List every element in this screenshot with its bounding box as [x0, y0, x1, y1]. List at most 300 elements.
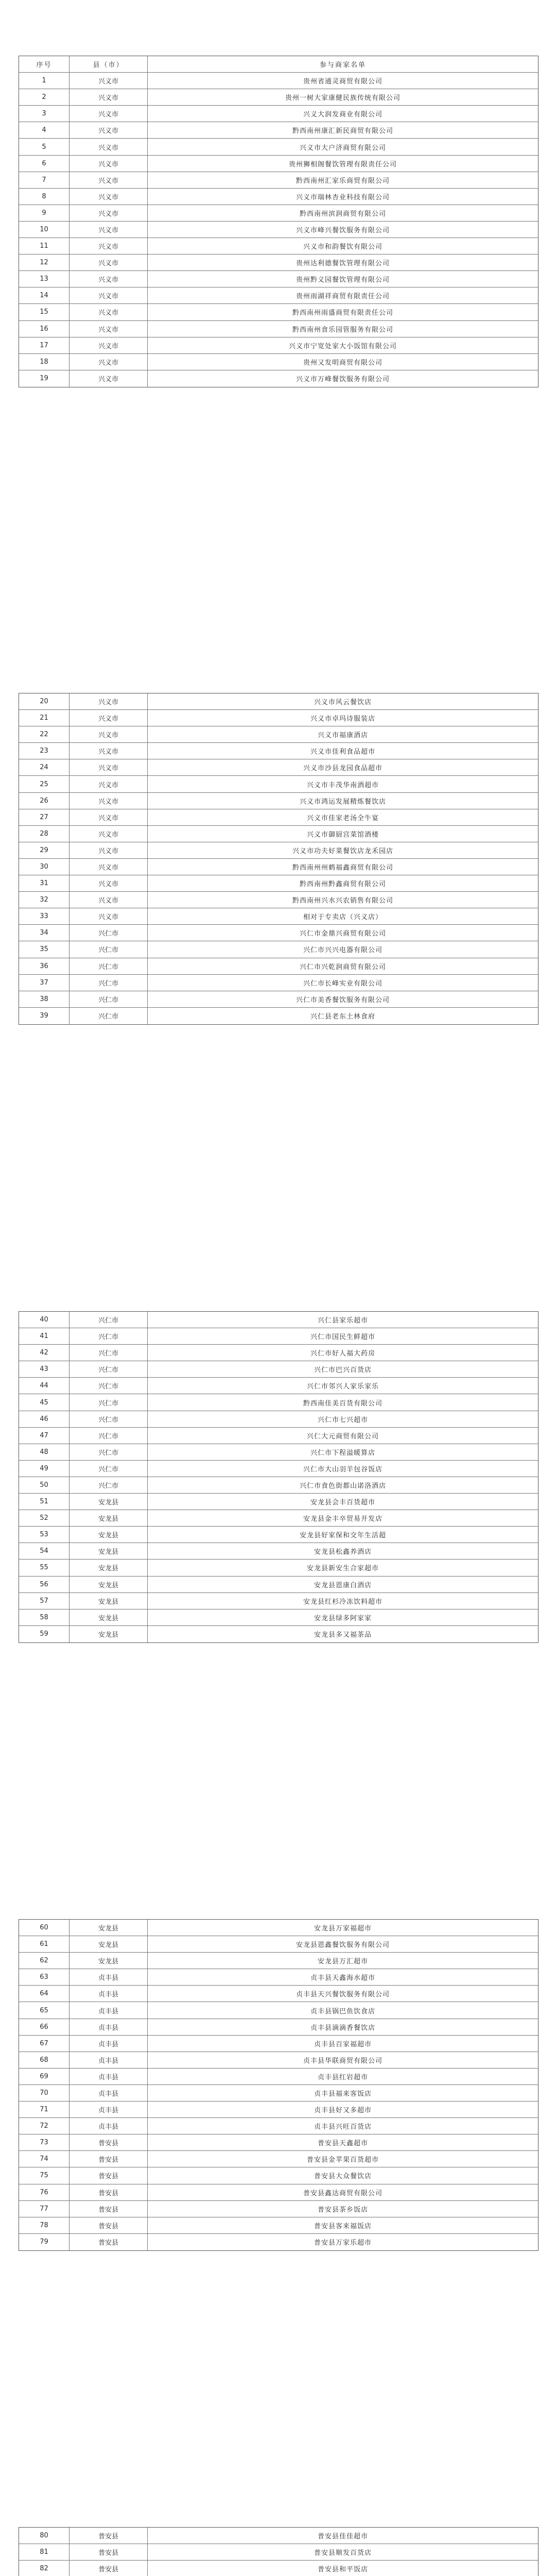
row-merchant-name: 兴义市宁宽处家大小饭馆有限公司: [288, 342, 397, 350]
row-merchant-name: 普安县顺发百货店: [314, 2549, 372, 2557]
row-number: 62: [19, 1953, 70, 1969]
row-number: 26: [19, 793, 70, 809]
row-number: 81: [19, 2544, 70, 2560]
row-county: 普安县: [70, 2528, 148, 2544]
row-number: 66: [19, 2019, 70, 2035]
row-county: 兴义市: [70, 875, 148, 891]
row-number: 74: [19, 2151, 70, 2167]
row-county: 普安县: [70, 2167, 148, 2183]
row-number: 41: [19, 1328, 70, 1344]
row-merchant-name: 安龙县好家保和交年生活超: [299, 1532, 386, 1540]
row-number: 3: [19, 106, 70, 122]
row-county: 兴义市: [70, 304, 148, 320]
table-row: [19, 710, 538, 726]
row-county: 兴仁市: [70, 925, 148, 941]
row-number: 32: [19, 892, 70, 908]
table-row: [19, 859, 538, 875]
row-merchant-name: 兴仁市大山羽羊包谷饭店: [303, 1465, 383, 1473]
row-number: 52: [19, 1510, 70, 1526]
row-county: 兴仁市: [70, 1328, 148, 1344]
table-row: [19, 1444, 538, 1461]
table-row: [19, 2085, 538, 2102]
table-row: [19, 1936, 538, 1953]
row-number: 5: [19, 139, 70, 155]
row-county: 安龙县: [70, 1626, 148, 1642]
row-number: 20: [19, 693, 70, 709]
table-row: [19, 354, 538, 370]
row-number: 30: [19, 859, 70, 875]
row-number: 8: [19, 189, 70, 205]
table-section-5: [19, 2527, 538, 2576]
row-county: 兴义市: [70, 271, 148, 287]
table-row: [19, 1428, 538, 1444]
row-county: 兴义市: [70, 156, 148, 172]
row-number: 48: [19, 1444, 70, 1460]
table-row: [19, 2217, 538, 2234]
row-merchant-name: 贞丰县兴旺百货店: [314, 2123, 372, 2131]
row-number: 42: [19, 1345, 70, 1361]
row-merchant-name: 安龙县恩鑫餐饮服务有限公司: [296, 1941, 390, 1950]
table-row: [19, 156, 538, 172]
row-merchant-name: 贞丰县红岩超市: [317, 2073, 368, 2081]
row-county: 贞丰县: [70, 2052, 148, 2068]
row-county: 兴仁市: [70, 958, 148, 974]
table-row: [19, 1461, 538, 1477]
row-number: 37: [19, 975, 70, 991]
row-county: 兴义市: [70, 908, 148, 924]
table-row: [19, 2201, 538, 2217]
row-merchant-name: 贵州达利德餐饮管理有限公司: [296, 260, 390, 268]
row-county: 兴义市: [70, 238, 148, 254]
row-county: 安龙县: [70, 1577, 148, 1592]
row-number: 36: [19, 958, 70, 974]
row-county: 兴仁市: [70, 1477, 148, 1493]
row-number: 82: [19, 2561, 70, 2576]
row-merchant-name: 普安县大众餐饮店: [314, 2173, 372, 2181]
row-county: 贞丰县: [70, 1986, 148, 2002]
row-county: 兴义市: [70, 793, 148, 809]
table-row: [19, 1577, 538, 1593]
row-merchant-name: 普安县鑫达商贸有限公司: [303, 2189, 383, 2197]
table-section-4: [19, 1919, 538, 2251]
row-number: 44: [19, 1378, 70, 1394]
row-number: 6: [19, 156, 70, 172]
row-number: 28: [19, 826, 70, 842]
row-merchant-name: 贞丰县天兴餐饮服务有限公司: [296, 1991, 390, 1999]
table-row: [19, 337, 538, 354]
row-merchant-name: 兴义市卓玛诗服装店: [310, 715, 375, 723]
row-number: 69: [19, 2069, 70, 2084]
row-county: 贞丰县: [70, 2036, 148, 2052]
row-number: 54: [19, 1543, 70, 1559]
row-merchant-name: 兴仁县家乐超市: [317, 1317, 368, 1325]
row-merchant-name: 普安县金苹果百货超市: [306, 2156, 379, 2164]
row-number: 80: [19, 2528, 70, 2544]
row-number: 76: [19, 2184, 70, 2200]
row-number: 12: [19, 255, 70, 270]
table-row: [19, 2102, 538, 2118]
row-merchant-name: 兴仁市巴兴百货店: [314, 1366, 372, 1375]
row-county: 兴义市: [70, 337, 148, 353]
table-row: [19, 892, 538, 908]
row-merchant-name: 安龙县恩康白酒店: [314, 1581, 372, 1589]
row-number: 25: [19, 776, 70, 792]
table-row: [19, 1543, 538, 1560]
row-number: 11: [19, 238, 70, 254]
row-county: 兴义市: [70, 106, 148, 122]
row-merchant-name: 安龙县松鑫养酒店: [314, 1548, 372, 1556]
row-merchant-name: 黔西南州兴水兴农销售有限公司: [292, 897, 393, 905]
row-merchant-name: 安龙县多又福茶品: [314, 1631, 372, 1639]
row-number: 73: [19, 2134, 70, 2150]
row-merchant-name: 黔西南州滨润商贸有限公司: [299, 210, 386, 218]
row-merchant-name: 普安县佳佳超市: [317, 2533, 368, 2541]
row-merchant-name: 兴仁市食色街都山诺洛酒店: [299, 1482, 386, 1490]
row-county: 兴义市: [70, 354, 148, 370]
row-number: 55: [19, 1560, 70, 1575]
row-merchant-name: 安龙县红杉冷冻饮料超市: [303, 1598, 383, 1606]
row-number: 15: [19, 304, 70, 320]
row-county: 兴义市: [70, 189, 148, 205]
table-row: [19, 89, 538, 106]
table-row: [19, 1008, 538, 1024]
row-county: 安龙县: [70, 1953, 148, 1969]
row-county: 兴义市: [70, 826, 148, 842]
table-row: [19, 2184, 538, 2201]
row-merchant-name: 贵州黔义园餐饮管理有限公司: [296, 276, 390, 284]
row-merchant-name: 黔西南州黔鑫商贸有限公司: [299, 880, 386, 889]
row-merchant-name: 兴仁市七兴超市: [317, 1416, 368, 1424]
table-row: [19, 271, 538, 287]
table-row: [19, 2036, 538, 2052]
row-county: 兴仁市: [70, 1312, 148, 1328]
row-merchant-name: 兴仁大元商贸有限公司: [306, 1432, 379, 1440]
header-county: 县（市）: [70, 56, 148, 72]
row-county: 兴义市: [70, 255, 148, 270]
row-number: 65: [19, 2002, 70, 2018]
table-row: [19, 793, 538, 809]
table-row: [19, 908, 538, 925]
table-row: [19, 139, 538, 155]
row-county: 普安县: [70, 2544, 148, 2560]
row-merchant-name: 黔西南州州鹤福鑫商贸有限公司: [292, 863, 393, 872]
row-county: 普安县: [70, 2201, 148, 2217]
row-merchant-name: 普安县万家乐超市: [314, 2239, 372, 2247]
row-county: 兴仁市: [70, 1411, 148, 1427]
row-number: 18: [19, 354, 70, 370]
row-number: 70: [19, 2085, 70, 2101]
table-row: [19, 1593, 538, 1609]
row-merchant-name: 兴仁市长峰实业有限公司: [303, 979, 383, 988]
row-number: 38: [19, 991, 70, 1007]
row-merchant-name: 相对于专卖店（兴义店）: [303, 913, 383, 922]
row-merchant-name: 兴义市峰兴餐饮服务有限公司: [296, 226, 390, 234]
row-county: 兴义市: [70, 139, 148, 155]
table-row: [19, 370, 538, 387]
row-number: 2: [19, 89, 70, 105]
row-number: 53: [19, 1527, 70, 1543]
table-row: [19, 2151, 538, 2167]
row-county: 安龙县: [70, 1593, 148, 1609]
row-number: 57: [19, 1593, 70, 1609]
row-merchant-name: 贞丰县天鑫海水超市: [310, 1974, 375, 1982]
row-number: 24: [19, 759, 70, 775]
row-county: 普安县: [70, 2561, 148, 2576]
row-county: 兴仁市: [70, 1461, 148, 1477]
row-county: 兴义市: [70, 759, 148, 775]
row-merchant-name: 兴义市佳家老汤全牛宴: [306, 814, 379, 822]
row-merchant-name: 安龙县会丰百货超市: [310, 1499, 375, 1507]
row-county: 普安县: [70, 2184, 148, 2200]
table-row: [19, 1626, 538, 1642]
row-number: 16: [19, 321, 70, 337]
row-county: 安龙县: [70, 1494, 148, 1510]
row-number: 47: [19, 1428, 70, 1444]
row-number: 71: [19, 2102, 70, 2117]
row-merchant-name: 兴义市鸿运发展精炼餐饮店: [299, 798, 386, 806]
row-county: 兴义市: [70, 859, 148, 875]
row-number: 1: [19, 73, 70, 89]
row-number: 45: [19, 1394, 70, 1410]
table-row: [19, 1969, 538, 1986]
row-county: 兴义市: [70, 693, 148, 709]
row-number: 68: [19, 2052, 70, 2068]
row-county: 兴仁市: [70, 1444, 148, 1460]
table-row: [19, 1361, 538, 1378]
row-county: 贞丰县: [70, 2085, 148, 2101]
table-row: [19, 2561, 538, 2576]
table-row: [19, 205, 538, 222]
table-section-3: [19, 1311, 538, 1643]
table-section-2: [19, 693, 538, 1025]
table-row: [19, 925, 538, 941]
row-number: 72: [19, 2118, 70, 2134]
row-number: 46: [19, 1411, 70, 1427]
row-number: 50: [19, 1477, 70, 1493]
table-row: [19, 1394, 538, 1411]
row-county: 安龙县: [70, 1609, 148, 1625]
table-row: [19, 1510, 538, 1527]
row-county: 贞丰县: [70, 2102, 148, 2117]
table-row: [19, 222, 538, 238]
table-row: [19, 321, 538, 337]
row-merchant-name: 兴义市瑞林杏业科技有限公司: [296, 193, 390, 201]
table-row: [19, 172, 538, 189]
table-row: [19, 1953, 538, 1969]
row-county: 兴义市: [70, 743, 148, 759]
row-merchant-name: 安龙县万家福超市: [314, 1925, 372, 1933]
row-county: 兴仁市: [70, 941, 148, 957]
row-merchant-name: 普安县客来福饭店: [314, 2222, 372, 2230]
row-number: 10: [19, 222, 70, 238]
row-number: 7: [19, 172, 70, 188]
table-row: [19, 238, 538, 255]
row-number: 13: [19, 271, 70, 287]
table-section-1: [19, 56, 538, 387]
row-merchant-name: 贞丰县百家福超市: [314, 2040, 372, 2048]
row-county: 兴义市: [70, 287, 148, 303]
row-number: 27: [19, 809, 70, 825]
row-number: 63: [19, 1969, 70, 1985]
table-row: [19, 1328, 538, 1345]
row-number: 67: [19, 2036, 70, 2052]
table-row: [19, 106, 538, 122]
row-number: 58: [19, 1609, 70, 1625]
row-merchant-name: 安龙县金丰卒贸易开发店: [303, 1515, 383, 1523]
row-merchant-name: 兴义市佳利食品超市: [310, 748, 375, 756]
row-number: 31: [19, 875, 70, 891]
row-merchant-name: 黔西南州康汇新民商贸有限公司: [292, 127, 393, 135]
row-merchant-name: 兴义市功夫好菜餐饮店龙禾园店: [292, 847, 393, 855]
row-number: 56: [19, 1577, 70, 1592]
table-row: [19, 1312, 538, 1328]
row-number: 29: [19, 842, 70, 858]
row-number: 64: [19, 1986, 70, 2002]
table-row: [19, 875, 538, 892]
row-merchant-name: 兴义市丰茂华南酒超市: [306, 781, 379, 789]
row-merchant-name: 黔西南州汇家乐商贸有限公司: [296, 177, 390, 185]
row-number: 75: [19, 2167, 70, 2183]
table-row: [19, 2234, 538, 2250]
table-row: [19, 2134, 538, 2151]
row-merchant-name: 贵州一树大家康健民族传统有限公司: [285, 94, 401, 103]
row-merchant-name: 兴义大润发商业有限公司: [303, 111, 383, 119]
row-county: 兴义市: [70, 73, 148, 89]
row-number: 77: [19, 2201, 70, 2217]
table-row: [19, 1378, 538, 1394]
table-row: [19, 2544, 538, 2561]
row-merchant-name: 普安县天鑫超市: [317, 2140, 368, 2148]
row-merchant-name: 兴仁市邻兴人家乐家乐: [306, 1383, 379, 1391]
row-merchant-name: 贞丰县滴滴香餐饮店: [310, 2024, 375, 2032]
row-number: 49: [19, 1461, 70, 1477]
table-row: [19, 304, 538, 320]
row-number: 79: [19, 2234, 70, 2250]
row-merchant-name: 兴仁市国民生鲜超市: [310, 1333, 375, 1342]
row-county: 普安县: [70, 2134, 148, 2150]
row-merchant-name: 兴义市和韵餐饮有限公司: [303, 243, 383, 251]
table-row: [19, 2528, 538, 2544]
row-county: 安龙县: [70, 1510, 148, 1526]
row-merchant-name: 安龙县新安生合家超市: [306, 1565, 379, 1573]
row-merchant-name: 兴仁市下程溢暖算店: [310, 1449, 375, 1457]
row-county: 兴义市: [70, 710, 148, 726]
row-county: 兴义市: [70, 222, 148, 238]
row-county: 安龙县: [70, 1560, 148, 1575]
row-merchant-name: 安龙县万汇超市: [317, 1958, 368, 1966]
row-number: 21: [19, 710, 70, 726]
row-county: 普安县: [70, 2234, 148, 2250]
row-number: 19: [19, 370, 70, 387]
row-merchant-name: 兴义市御厨宫菜馆酒楼: [306, 831, 379, 839]
table-row: [19, 2167, 538, 2184]
row-number: 59: [19, 1626, 70, 1642]
table-row: [19, 1477, 538, 1494]
table-header: [19, 56, 538, 73]
row-number: 22: [19, 726, 70, 742]
row-merchant-name: 兴仁市兴兴电器有限公司: [303, 946, 383, 955]
table-row: [19, 1527, 538, 1543]
row-merchant-name: 兴仁市兴乾润商贸有限公司: [299, 963, 386, 971]
row-merchant-name: 兴仁市好人福大药房: [310, 1350, 375, 1358]
row-merchant-name: 兴义市沙县龙园食品超市: [303, 765, 383, 773]
header-number: 序号: [19, 56, 70, 72]
row-county: 兴仁市: [70, 1428, 148, 1444]
row-merchant-name: 兴义市风云餐饮店: [314, 699, 372, 707]
row-number: 17: [19, 337, 70, 353]
row-merchant-name: 普安县和平饭店: [317, 2566, 368, 2574]
table-row: [19, 809, 538, 826]
table-row: [19, 1494, 538, 1510]
row-number: 60: [19, 1920, 70, 1936]
row-county: 兴义市: [70, 842, 148, 858]
row-merchant-name: 贞丰县华联商贸有限公司: [303, 2057, 383, 2065]
row-number: 33: [19, 908, 70, 924]
table-row: [19, 826, 538, 842]
row-number: 34: [19, 925, 70, 941]
table-row: [19, 1560, 538, 1576]
row-county: 贞丰县: [70, 1969, 148, 1985]
row-county: 兴义市: [70, 370, 148, 387]
row-county: 兴义市: [70, 726, 148, 742]
row-number: 4: [19, 122, 70, 138]
row-merchant-name: 安龙县绿多阿家家: [314, 1614, 372, 1622]
table-row: [19, 122, 538, 139]
row-merchant-name: 兴仁市金鼎兴商贸有限公司: [299, 930, 386, 938]
table-row: [19, 1986, 538, 2002]
table-row: [19, 693, 538, 710]
row-merchant-name: 贵州雨湖祥商贸有限责任公司: [296, 293, 390, 301]
row-county: 安龙县: [70, 1936, 148, 1952]
row-merchant-name: 贵州狮相阁餐饮管理有限责任公司: [288, 160, 397, 168]
row-number: 39: [19, 1008, 70, 1024]
row-merchant-name: 贞丰县好又多超市: [314, 2107, 372, 2115]
row-county: 安龙县: [70, 1527, 148, 1543]
table-row: [19, 842, 538, 859]
table-row: [19, 991, 538, 1008]
row-county: 兴义市: [70, 321, 148, 337]
header-merchant: 参与商家名单: [319, 61, 366, 70]
row-county: 兴义市: [70, 122, 148, 138]
table-row: [19, 2002, 538, 2019]
row-county: 兴仁市: [70, 991, 148, 1007]
row-county: 兴仁市: [70, 1345, 148, 1361]
row-county: 贞丰县: [70, 2069, 148, 2084]
table-row: [19, 1609, 538, 1626]
row-county: 兴仁市: [70, 1394, 148, 1410]
row-merchant-name: 黔西南州食乐园管服务有限公司: [292, 326, 393, 334]
table-row: [19, 73, 538, 89]
row-county: 兴义市: [70, 776, 148, 792]
table-row: [19, 189, 538, 205]
row-number: 43: [19, 1361, 70, 1377]
row-merchant-name: 兴义市万峰餐饮服务有限公司: [296, 376, 390, 384]
row-county: 贞丰县: [70, 2002, 148, 2018]
row-merchant-name: 贞丰县福来客饭店: [314, 2090, 372, 2098]
table-row: [19, 2118, 538, 2134]
table-row: [19, 941, 538, 958]
row-county: 兴义市: [70, 809, 148, 825]
row-county: 兴义市: [70, 205, 148, 221]
table-row: [19, 743, 538, 759]
table-row: [19, 726, 538, 743]
row-number: 40: [19, 1312, 70, 1328]
table-row: [19, 759, 538, 776]
row-county: 兴仁市: [70, 1361, 148, 1377]
row-county: 兴仁市: [70, 975, 148, 991]
row-merchant-name: 兴义市福康酒店: [317, 732, 368, 740]
row-number: 35: [19, 941, 70, 957]
